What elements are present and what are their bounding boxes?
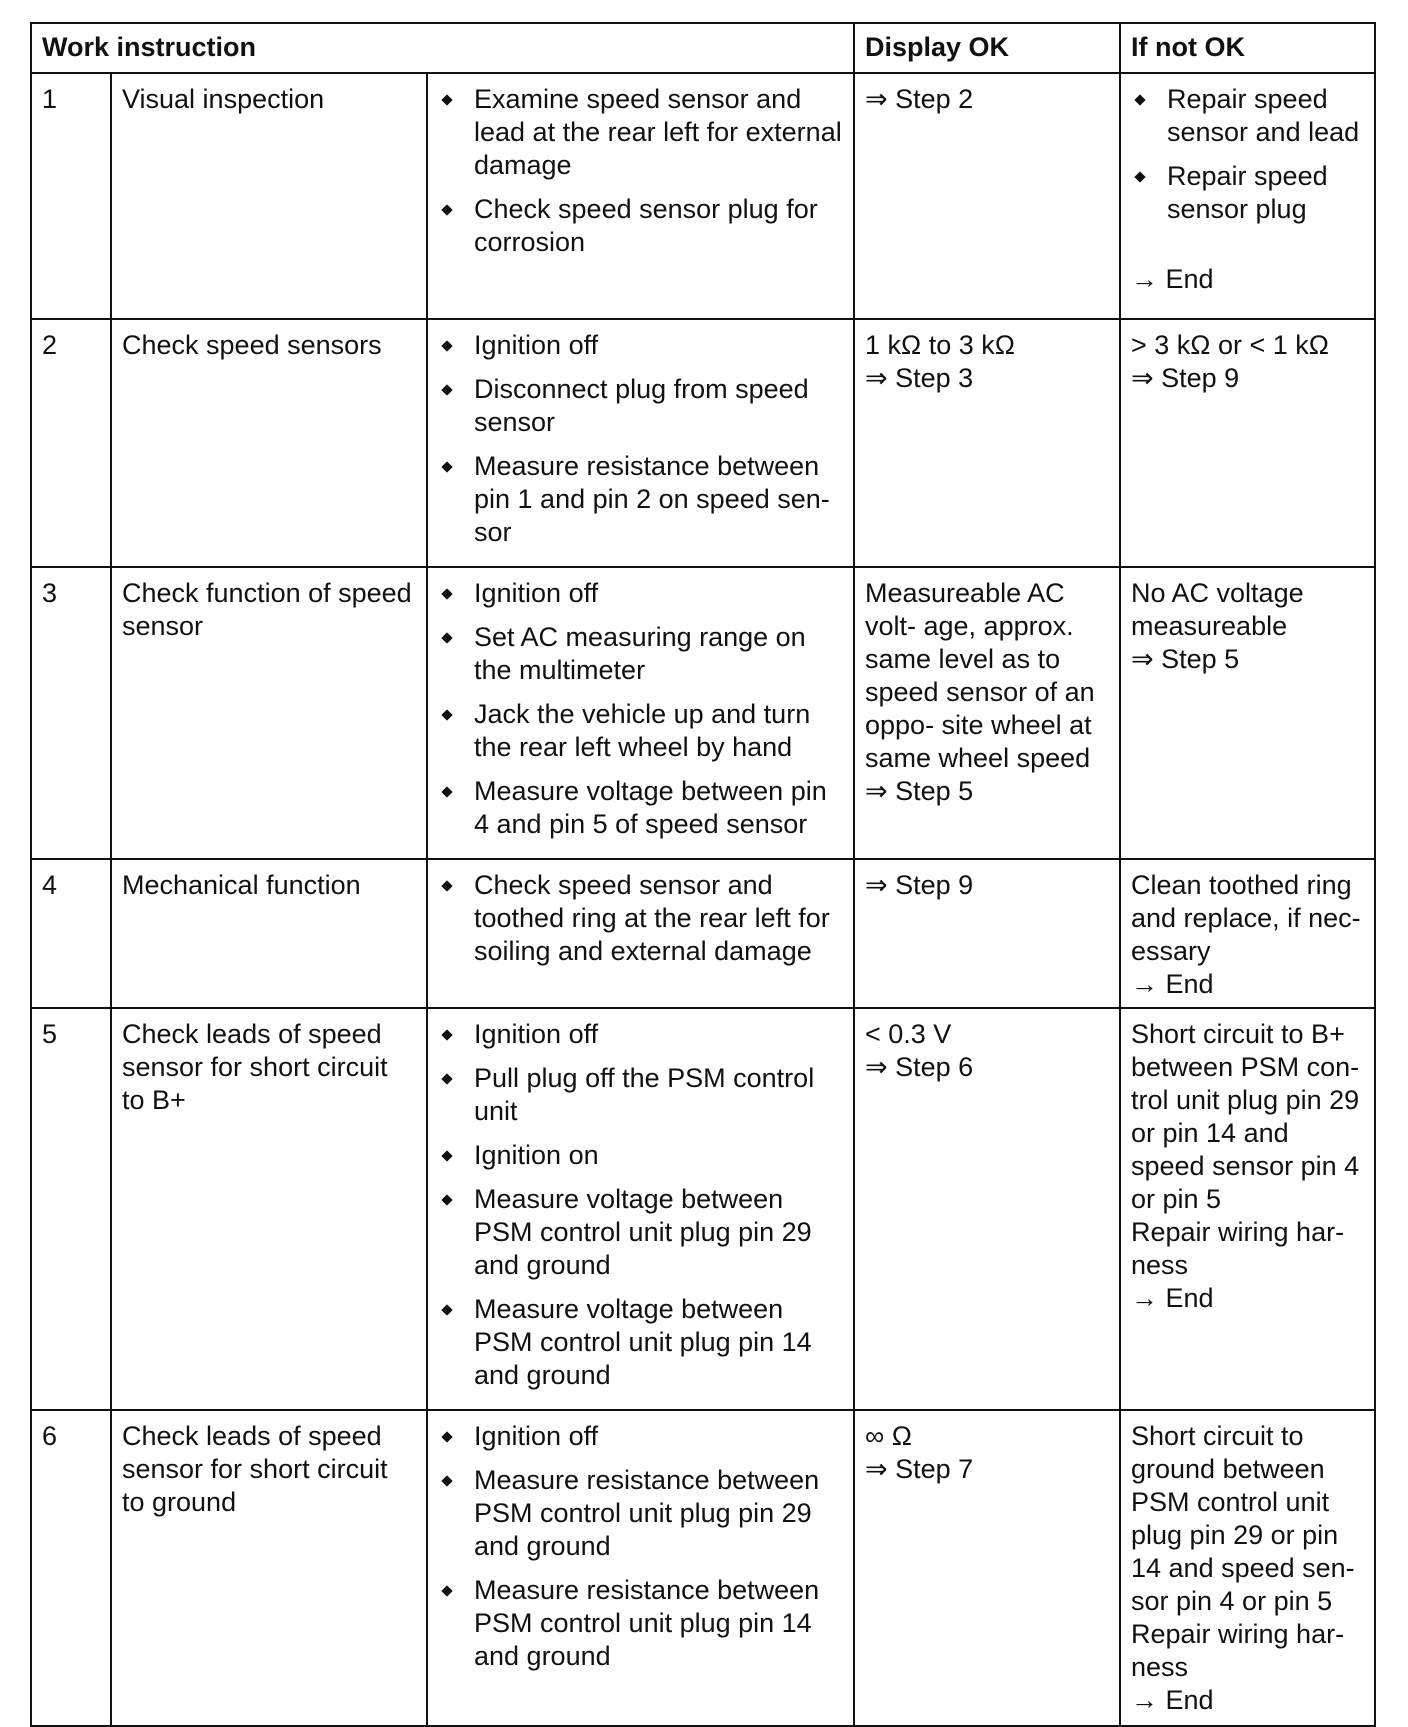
step-title: Check function of speed sensor <box>111 567 427 859</box>
table-row <box>31 73 1375 319</box>
if-not-ok-cell <box>1120 567 1375 859</box>
display-ok-text: ⇒ Step 7 <box>865 1454 974 1484</box>
bullet-icon <box>441 204 452 215</box>
instruction-item: Disconnect plug from speed sensor <box>438 373 843 439</box>
step-number: 3 <box>31 567 111 859</box>
bullet-icon <box>441 709 452 720</box>
if-not-ok-text: → End <box>1131 1685 1214 1715</box>
instruction-item: Measure voltage between PSM control unit plug pin 29 and ground <box>438 1183 843 1282</box>
instruction-item: Ignition off <box>438 1420 843 1453</box>
bullet-icon <box>441 94 452 105</box>
instruction-item: Measure resistance between pin 1 and pin 2 on speed sen- sor <box>438 450 843 549</box>
instruction-item: Pull plug off the PSM control unit <box>438 1062 843 1128</box>
instruction-item: Ignition off <box>438 329 843 362</box>
instruction-item: Jack the vehicle up and turn the rear left wheel by hand <box>438 698 843 764</box>
bullet-icon <box>441 632 452 643</box>
step-number: 6 <box>31 1410 111 1726</box>
display-ok-text: 1 kΩ to 3 kΩ <box>865 330 1015 360</box>
table-row <box>31 859 1375 1008</box>
header-display-ok: Display OK <box>854 23 1120 73</box>
if-not-ok-cell <box>1120 859 1375 1008</box>
step-number: 1 <box>31 73 111 319</box>
if-not-ok-text: → End <box>1131 1283 1214 1313</box>
if-not-ok-cell <box>1120 1410 1375 1726</box>
display-ok-text: ∞ Ω <box>865 1421 912 1451</box>
remedy-item: Repair speed sensor plug <box>1131 160 1364 226</box>
display-ok-text: ⇒ Step 9 <box>865 870 974 900</box>
table-row <box>31 319 1375 567</box>
step-title: Check speed sensors <box>111 319 427 567</box>
bullet-icon <box>441 880 452 891</box>
step-number: 4 <box>31 859 111 1008</box>
bullet-icon <box>441 461 452 472</box>
instruction-item: Ignition off <box>438 1018 843 1051</box>
work-instruction-table <box>30 22 1376 1727</box>
if-not-ok-cell <box>1120 73 1375 319</box>
instruction-cell <box>427 859 854 1008</box>
if-not-ok-cell <box>1120 319 1375 567</box>
instruction-cell <box>427 1410 854 1726</box>
remedy-item: Repair speed sensor and lead <box>1131 83 1364 149</box>
instruction-item: Check speed sensor plug for corrosion <box>438 193 843 259</box>
display-ok-text: ⇒ Step 5 <box>865 776 974 806</box>
if-not-ok-text: Short circuit to ground between PSM control unit plug pin 29 or pin 14 and speed sen- sor pin 4 or pin 5 <box>1131 1421 1355 1616</box>
display-ok-cell <box>854 73 1120 319</box>
if-not-ok-text: Repair wiring har- ness <box>1131 1619 1345 1682</box>
step-number: 2 <box>31 319 111 567</box>
bullet-icon <box>441 1073 452 1084</box>
instruction-item: Measure voltage between PSM control unit plug pin 14 and ground <box>438 1293 843 1392</box>
if-not-ok-text: ⇒ Step 5 <box>1131 644 1240 674</box>
display-ok-cell <box>854 1410 1120 1726</box>
table-row <box>31 567 1375 859</box>
display-ok-text: < 0.3 V <box>865 1019 952 1049</box>
display-ok-text: ⇒ Step 3 <box>865 363 974 393</box>
bullet-icon <box>441 786 452 797</box>
table-header-row <box>31 23 1375 73</box>
bullet-icon <box>441 1304 452 1315</box>
bullet-icon <box>441 588 452 599</box>
instruction-item: Examine speed sensor and lead at the rear left for external damage <box>438 83 843 182</box>
instruction-item: Set AC measuring range on the multimeter <box>438 621 843 687</box>
instruction-item: Measure resistance between PSM control unit plug pin 14 and ground <box>438 1574 843 1673</box>
bullet-icon <box>441 1585 452 1596</box>
step-title: Check leads of speed sensor for short circuit to ground <box>111 1410 427 1726</box>
bullet-icon <box>441 1029 452 1040</box>
bullet-icon <box>441 1475 452 1486</box>
step-title: Check leads of speed sensor for short circuit to B+ <box>111 1008 427 1410</box>
if-not-ok-text: Clean toothed ring and replace, if nec- essary <box>1131 870 1361 966</box>
instruction-cell <box>427 73 854 319</box>
bullet-icon <box>441 1431 452 1442</box>
instruction-item: Ignition on <box>438 1139 843 1172</box>
instruction-item: Measure resistance between PSM control unit plug pin 29 and ground <box>438 1464 843 1563</box>
display-ok-cell <box>854 859 1120 1008</box>
bullet-icon <box>1134 94 1145 105</box>
instruction-item: Measure voltage between pin 4 and pin 5 of speed sensor <box>438 775 843 841</box>
header-if-not-ok: If not OK <box>1120 23 1375 73</box>
step-title: Visual inspection <box>111 73 427 319</box>
table-row <box>31 1410 1375 1726</box>
if-not-ok-cell <box>1120 1008 1375 1410</box>
bullet-icon <box>441 340 452 351</box>
instruction-cell <box>427 567 854 859</box>
if-not-ok-text: ⇒ Step 9 <box>1131 363 1240 393</box>
bullet-icon <box>441 1150 452 1161</box>
display-ok-text: ⇒ Step 2 <box>865 84 974 114</box>
display-ok-text: Measureable AC volt- age, approx. same level as to speed sensor of an oppo- site wheel at same wheel speed <box>865 578 1095 773</box>
display-ok-cell <box>854 567 1120 859</box>
step-title: Mechanical function <box>111 859 427 1008</box>
instruction-cell <box>427 1008 854 1410</box>
display-ok-cell <box>854 1008 1120 1410</box>
bullet-icon <box>441 1194 452 1205</box>
if-not-ok-text: → End <box>1131 969 1214 999</box>
instruction-item: Ignition off <box>438 577 843 610</box>
instruction-cell <box>427 319 854 567</box>
instruction-item: Check speed sensor and toothed ring at the rear left for soiling and external damage <box>438 869 843 968</box>
if-not-ok-text: > 3 kΩ or < 1 kΩ <box>1131 330 1329 360</box>
display-ok-cell <box>854 319 1120 567</box>
step-number: 5 <box>31 1008 111 1410</box>
if-not-ok-text: → End <box>1131 264 1214 294</box>
table-row <box>31 1008 1375 1410</box>
work-instruction-sheet <box>30 22 1374 1715</box>
header-work-instruction: Work instruction <box>31 23 854 73</box>
bullet-icon <box>441 384 452 395</box>
if-not-ok-text: Repair wiring har- ness <box>1131 1217 1345 1280</box>
if-not-ok-text: Short circuit to B+ between PSM con- trol unit plug pin 29 or pin 14 and speed sensor pin 4 or pin 5 <box>1131 1019 1360 1214</box>
display-ok-text: ⇒ Step 6 <box>865 1052 974 1082</box>
if-not-ok-text: No AC voltage measureable <box>1131 578 1304 641</box>
bullet-icon <box>1134 171 1145 182</box>
